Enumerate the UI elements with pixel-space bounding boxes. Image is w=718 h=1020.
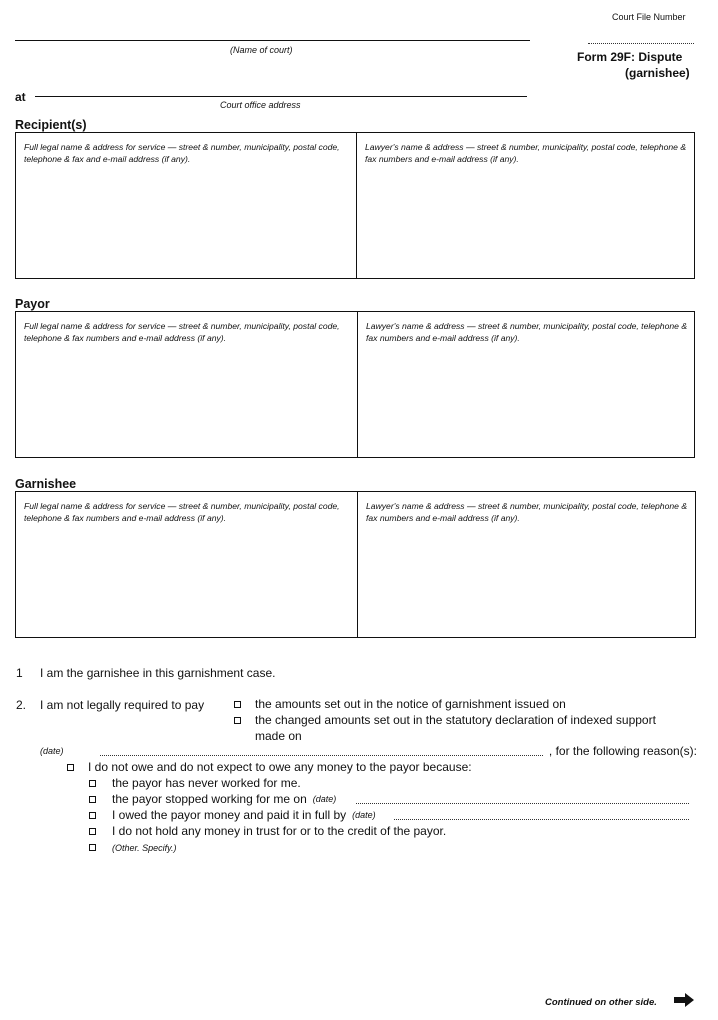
garnishee-title: Garnishee: [15, 477, 77, 491]
garnishee-box: [15, 491, 696, 638]
reason-never-worked-text: the payor has never worked for me.: [112, 776, 301, 790]
statement-1-number: 1: [16, 666, 23, 680]
reason-never-worked-checkbox[interactable]: [89, 780, 96, 787]
garnishee-lawyer-desc: Lawyer's name & address — street & number, municipality, postal code, telephone & fax numbers and e-mail address (if any).: [366, 501, 688, 523]
at-label: at: [15, 90, 26, 104]
statement-2-number: 2.: [16, 698, 27, 712]
reason-no-trust-text: I do not hold any money in trust for or to the credit of the payor.: [112, 824, 447, 838]
continued-on-other-side: Continued on other side.: [545, 997, 657, 1008]
name-of-court-line[interactable]: [15, 40, 530, 41]
court-office-address-label: Court office address: [220, 100, 301, 110]
reason-stopped-working-row: [112, 792, 689, 806]
garnishee-info-desc: Full legal name & address for service — street & number, municipality, postal code, telephone & fax numbers and e-mail address (if any).: [24, 501, 340, 523]
form-subtitle: (garnishee): [625, 66, 690, 80]
recipient-lawyer-field[interactable]: [356, 133, 694, 278]
reasons-suffix: , for the following reason(s):: [548, 744, 697, 758]
date-field[interactable]: [100, 755, 543, 756]
statutory-declaration-checkbox[interactable]: [234, 717, 241, 724]
reason-other-text: (Other. Specify.): [112, 843, 177, 853]
reason-paid-in-full-checkbox[interactable]: [89, 812, 96, 819]
reason-paid-in-full-row: [112, 808, 689, 822]
reason-stopped-working-date-label: (date): [312, 794, 337, 804]
statutory-declaration-made-on: made on: [255, 729, 302, 743]
court-file-number-field[interactable]: [588, 43, 694, 44]
garnishee-lawyer-field[interactable]: [357, 492, 695, 637]
reason-paid-in-full-date-label: (date): [352, 810, 376, 820]
date-row: [40, 744, 697, 758]
reason-paid-in-full-text: I owed the payor money and paid it in full by: [112, 808, 347, 822]
payor-info-field[interactable]: [16, 312, 357, 457]
reason-other-checkbox[interactable]: [89, 844, 96, 851]
recipient-info-desc: Full legal name & address for service — street & number, municipality, postal code, telephone & fax and e-mail address (if any).: [24, 142, 340, 164]
payor-lawyer-desc: Lawyer's name & address — street & number, municipality, postal code, telephone & fax numbers and e-mail address (if any).: [366, 321, 688, 343]
garnishee-info-field[interactable]: [16, 492, 357, 637]
recipient-lawyer-desc: Lawyer's name & address — street & number, municipality, postal code, telephone & fax numbers and e-mail address (if any).: [365, 142, 687, 164]
do-not-owe-checkbox[interactable]: [67, 764, 74, 771]
name-of-court-label: (Name of court): [230, 45, 293, 55]
reason-paid-in-full-date-field[interactable]: [394, 819, 689, 820]
statement-2-text: I am not legally required to pay: [40, 698, 205, 712]
recipients-title: Recipient(s): [15, 118, 87, 132]
payor-lawyer-field[interactable]: [357, 312, 694, 457]
payor-info-desc: Full legal name & address for service — street & number, municipality, postal code, telephone & fax numbers and e-mail address (if any).: [24, 321, 340, 343]
payor-box: [15, 311, 695, 458]
notice-garnishment-checkbox[interactable]: [234, 701, 241, 708]
notice-garnishment-option: the amounts set out in the notice of garnishment issued on: [255, 697, 566, 711]
arrow-right-icon: [674, 993, 694, 1007]
reason-stopped-working-date-field[interactable]: [356, 803, 689, 804]
reason-stopped-working-checkbox[interactable]: [89, 796, 96, 803]
court-file-number-label: Court File Number: [612, 12, 686, 22]
form-title: Form 29F: Dispute: [577, 50, 683, 64]
statutory-declaration-option: the changed amounts set out in the statutory declaration of indexed support: [255, 713, 656, 727]
payor-title: Payor: [15, 297, 50, 311]
reason-no-trust-checkbox[interactable]: [89, 828, 96, 835]
recipient-info-field[interactable]: [16, 133, 356, 278]
date-label: (date): [40, 746, 64, 756]
statement-1-text: I am the garnishee in this garnishment case.: [40, 666, 276, 680]
court-office-address-line[interactable]: [35, 96, 527, 97]
reason-stopped-working-text: the payor stopped working for me on: [112, 792, 307, 806]
recipients-box: [15, 132, 695, 279]
do-not-owe-text: I do not owe and do not expect to owe any money to the payor because:: [88, 760, 472, 774]
